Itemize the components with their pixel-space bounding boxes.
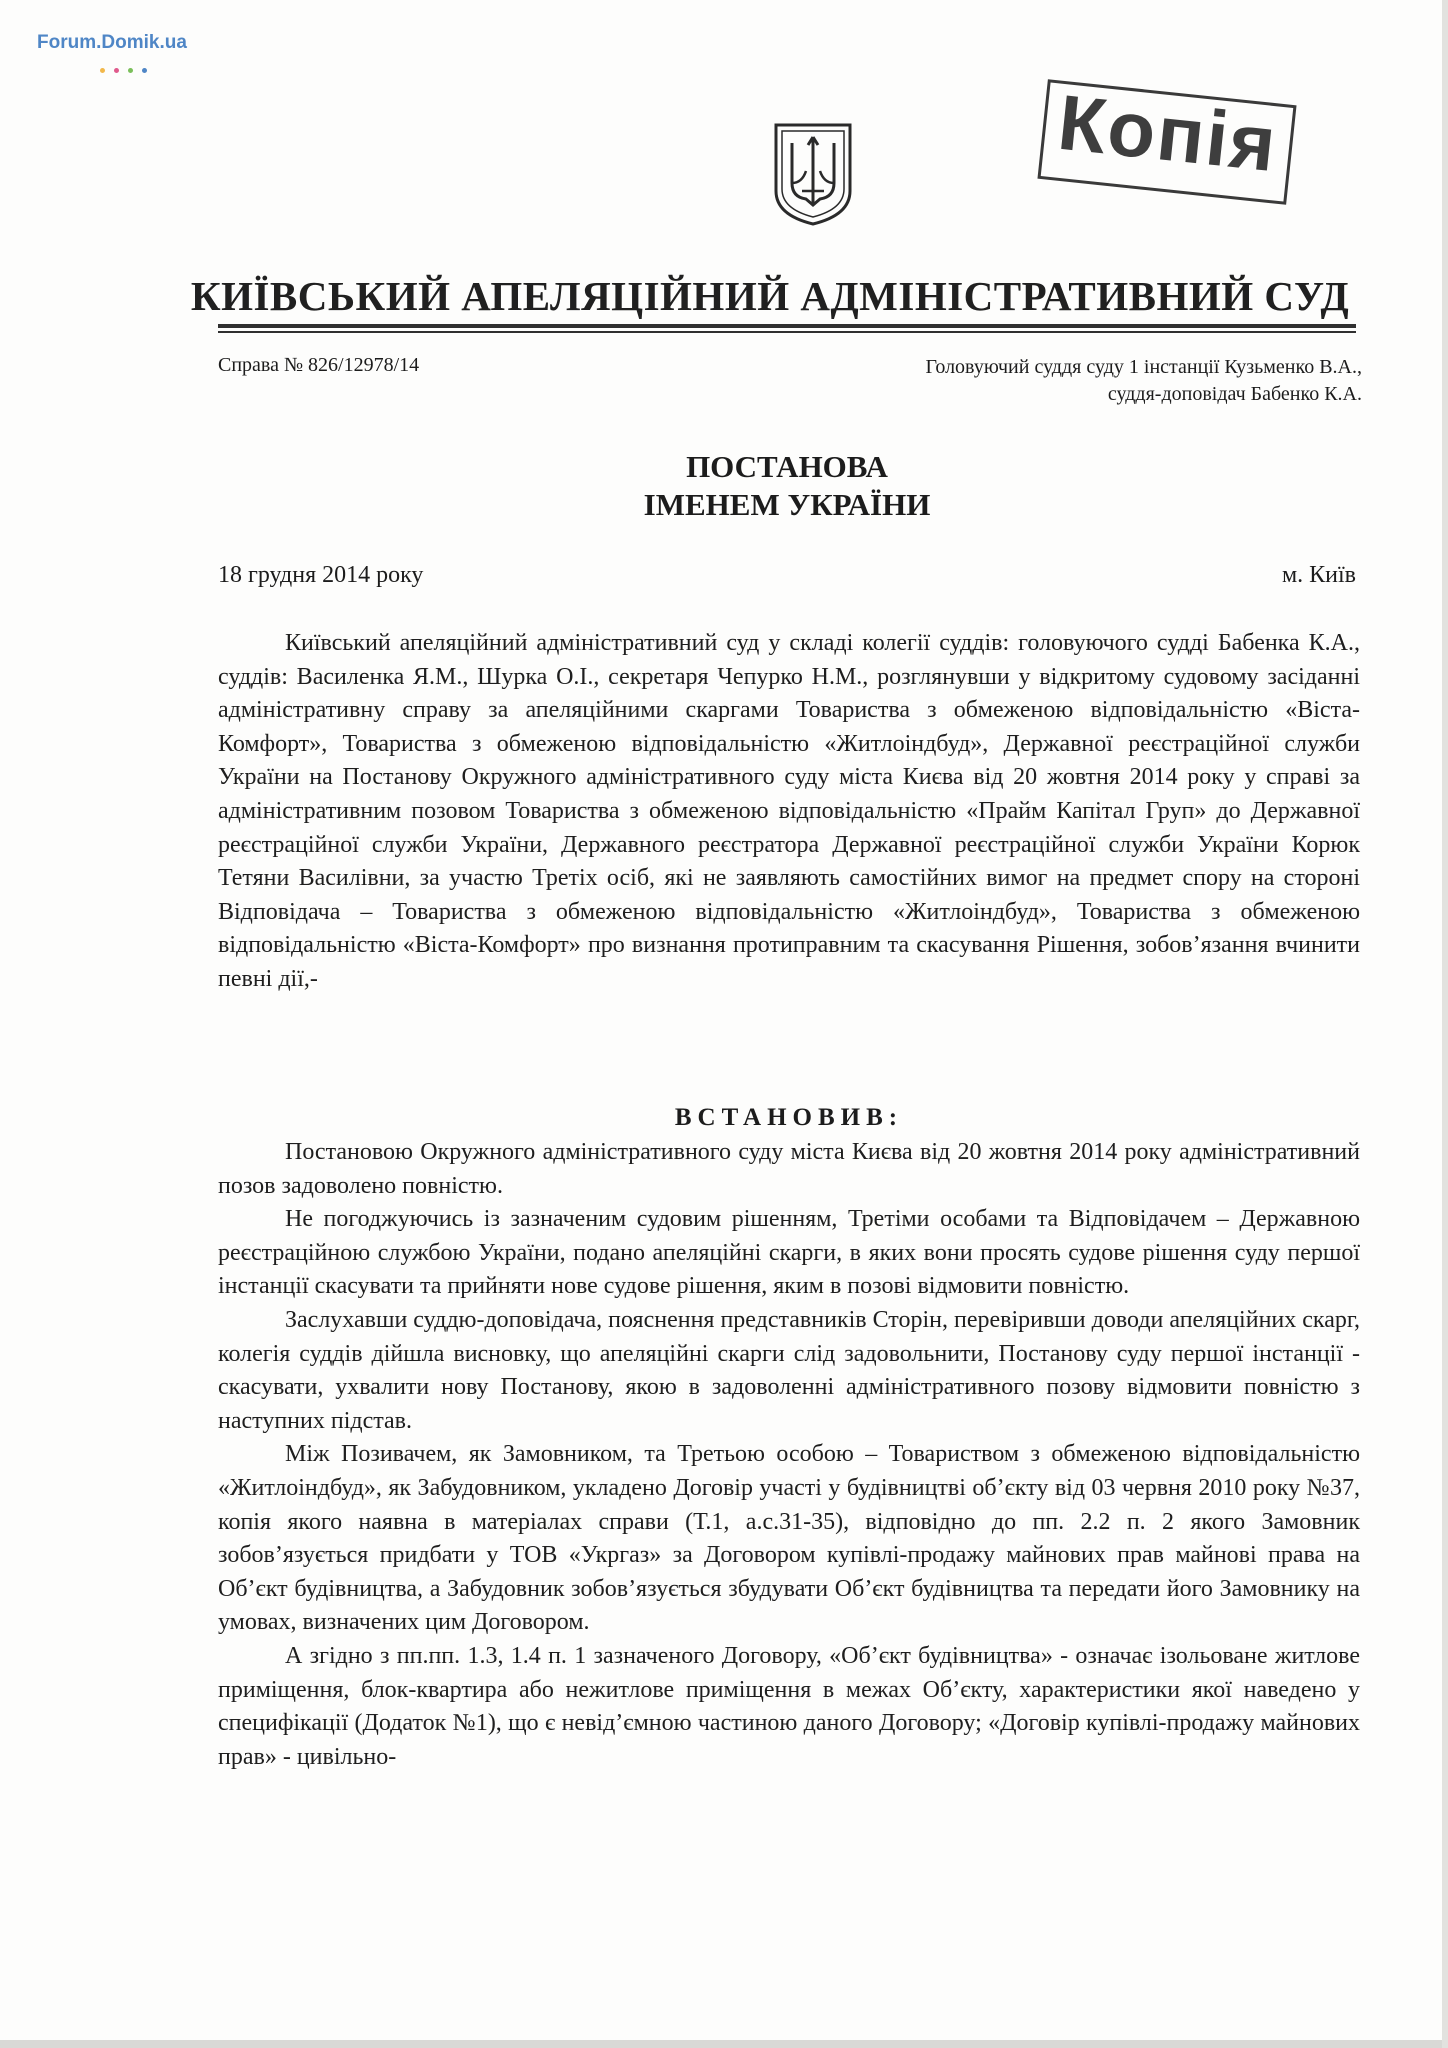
paragraph: А згідно з пп.пп. 1.3, 1.4 п. 1 зазначеного Договору, «Об’єкт будівництва» - означає ізольоване житлове приміщення, блок-квартира або нежитлове приміщення в межах Об’єкту, характеристики якої наведено у специфікації (Додаток №1), що є невід’ємною частиною даного Договору; «Договір купівлі-продажу майнових прав» - цивільно- xyxy=(218,1642,1360,1770)
section-heading: ВСТАНОВИВ: xyxy=(674,1104,904,1131)
paragraph: Між Позивачем, як Замовником, та Третьою особою – Товариством з обмеженою відповідальністю «Житлоіндбуд», як Забудовником, укладено Договір участі у будівництві об’єкту від 03 червня 2010 року №37, копія якого наявна в матеріалах справи (Т.1, а.с.31-35), відповідно до пп. 2.2 п. 2 якого Замовник зобов’язується придбати у ТОВ «Укргаз» за Договором купівлі-продажу майнових прав майнові права на Об’єкт будівництва, а Забудовник зобов’язується збудувати Об’єкт будівництва та передати його Замовнику на умовах, визначених цим Договором. xyxy=(218,1441,1360,1636)
judges-block xyxy=(926,354,1362,408)
watermark-dot xyxy=(100,68,105,73)
title-line-resolution: ПОСТАНОВА xyxy=(686,449,888,484)
paragraph: Не погоджуючись із зазначеним судовим рішенням, Третіми особами та Відповідачем – Державною реєстраційною службою України, подано апеляційні скарги, в яких вони просять судове рішення суду першої інстанції скасувати та прийняти нове судове рішення, яким в позові відмовити повністю. xyxy=(218,1206,1360,1300)
watermark-dots xyxy=(100,60,156,78)
header-rule-thick xyxy=(218,324,1356,328)
court-name: КИЇВСЬКИЙ АПЕЛЯЦІЙНИЙ АДМІНІСТРАТИВНИЙ СУД xyxy=(190,273,1350,319)
forum-watermark: Forum.Domik.ua xyxy=(37,32,187,53)
header-rule-thin xyxy=(218,331,1356,333)
trident-emblem-icon xyxy=(772,121,854,227)
watermark-dot xyxy=(114,68,119,73)
paragraph: Постановою Окружного адміністративного суду міста Києва від 20 жовтня 2014 року адміністративний позов задоволено повністю. xyxy=(218,1139,1360,1199)
intro-paragraph-block xyxy=(218,627,1360,997)
paragraph: Заслухавши суддю-доповідача, пояснення представників Сторін, перевіривши доводи апеляційних скарг, колегія суддів дійшла висновку, що апеляційні скарги слід задовольнити, Постанову суду першої інстанції - скасувати, ухвалити нову Постанову, якою в задоволенні адміністративного позову відмовити повністю з наступних підстав. xyxy=(218,1306,1360,1434)
document-date: 18 грудня 2014 року xyxy=(218,562,424,588)
judge-first-instance: Головуючий суддя суду 1 інстанції Кузьменко В.А., xyxy=(925,356,1362,378)
document-city: м. Київ xyxy=(1281,562,1356,588)
stamp-text: Копія xyxy=(1054,77,1282,189)
watermark-dot xyxy=(142,68,147,73)
watermark-dot xyxy=(128,68,133,73)
document-title xyxy=(218,448,1356,524)
title-line-in-the-name: ІМЕНЕМ УКРАЇНИ xyxy=(643,487,931,522)
intro-paragraph: Київський апеляційний адміністративний суд у складі колегії суддів: головуючого судді Бабенка К.А., суддів: Василенка Я.М., Шурка О.І., секретаря Чепурко Н.М., розглянувши у відкритому судовому засіданні адміністративну справу за апеляційними скаргами Товариства з обмеженою відповідальністю «Віста-Комфорт», Товариства з обмеженою відповідальністю «Житлоіндбуд», Державної реєстраційної служби України на Постанову Окружного адміністративного суду міста Києва від 20 жовтня 2014 року у справі за адміністративним позовом Товариства з обмеженою відповідальністю «Прайм Капітал Груп» до Державної реєстраційної служби України, Державного реєстратора Державної реєстраційної служби України Корюк Тетяни Василівни, за участю Третіх осіб, які не заявляють самостійних вимог на предмет спору на стороні Відповідача – Товариства з обмеженою відповідальністю «Житлоіндбуд», Товариства з обмеженою відповідальністю «Віста-Комфорт» про визнання протиправним та скасування Рішення, зобов’язання вчинити певні дії,- xyxy=(218,630,1360,992)
findings-block xyxy=(218,1136,1360,1774)
copy-stamp xyxy=(1037,79,1296,205)
judge-rapporteur: суддя-доповідач Бабенко К.А. xyxy=(1107,383,1362,405)
case-number: Справа № 826/12978/14 xyxy=(218,354,420,376)
